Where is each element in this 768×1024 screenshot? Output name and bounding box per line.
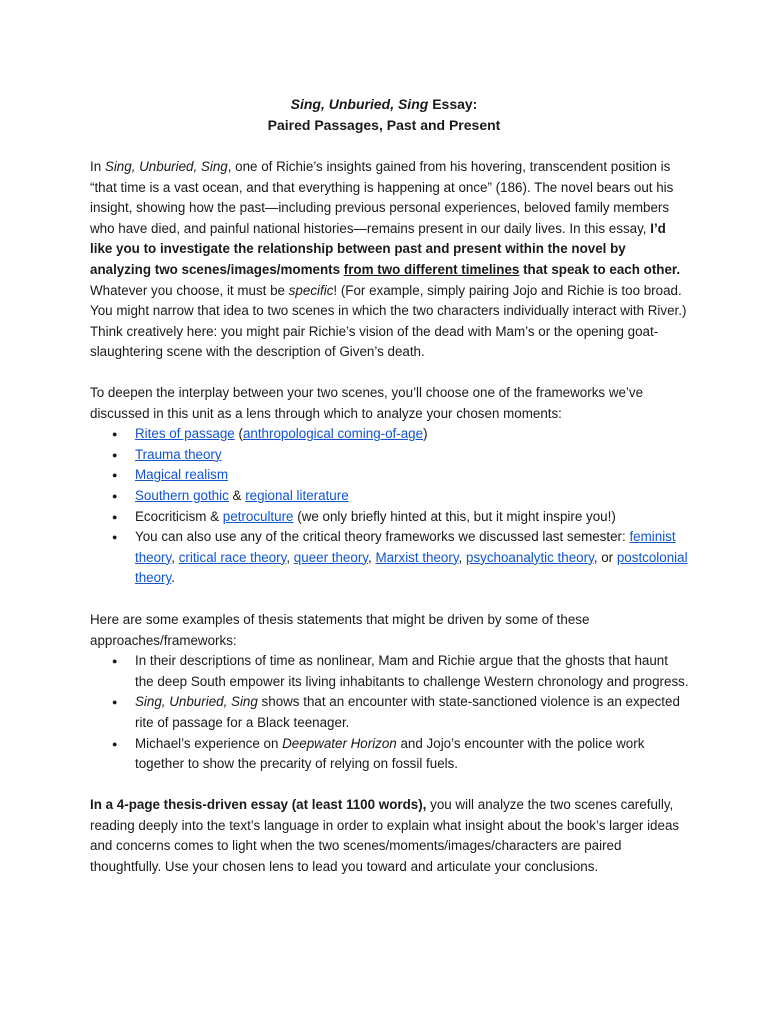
title-book-name: Sing, Unburied, Sing [290,96,429,112]
thesis-deepwater-horizon: Deepwater Horizon [282,735,397,751]
list-item: ● In their descriptions of time as nonlinear, Mam and Richie argue that the ghosts that haunt the deep South empower its living inhabitants to challenge Western chronology and progress. [90,651,690,692]
closing-requirement-bold: In a 4-page thesis-driven essay (at least 1100 words), [90,797,427,812]
thesis-book-title: Sing, Unburied, Sing [135,694,258,710]
link-psychoanalytic-theory[interactable]: psychoanalytic theory [466,549,594,565]
thesis-intro: Here are some examples of thesis statements that might be driven by some of these approaches/frameworks: [90,612,590,648]
link-rites-of-passage[interactable]: Rites of passage [135,426,235,442]
list-item [90,445,690,466]
intro-text-i: ! (For example, simply pairing Jojo and Richie is too broad. You might narrow that idea to two scenes in which the two characters individually interact with River.) Think creatively here: you might pair Richie’s vision of the dead with Mam’s or the opening goat-slaughtering scene with the description of Given’s death. [90,282,687,360]
link-magical-realism[interactable]: Magical realism [135,467,229,483]
link-queer-theory[interactable]: queer theory [293,549,368,565]
list-item: ● Southern gothic & regional literature [90,486,690,507]
intro-assignment-bold: I’d like you to investigate the relationship between past and present within the novel by analyzing two scenes/images/moments [90,220,666,277]
closing-paragraph [90,795,690,877]
intro-text-a: In [90,159,105,174]
list-item: ● Ecocriticism & petroculture (we only briefly hinted at this, but it might inspire you!) [90,507,690,528]
thesis-list [90,651,690,775]
link-anthropological-coming-of-age[interactable]: anthropological coming-of-age [242,426,424,442]
link-trauma-theory[interactable]: Trauma theory [135,446,222,462]
list-item: ● You can also use any of the critical theory frameworks we discussed last semester: feminist theory, critical race theory, queer theory, Marxist theory, psychoanalytic theory, or postcolonial theory. [90,527,690,589]
frameworks-list [90,424,690,589]
intro-text-g: Whatever you choose, it must be [90,282,289,298]
list-item [90,465,690,486]
link-marxist-theory[interactable]: Marxist theory [375,549,459,565]
frameworks-section [90,383,690,589]
essay-subtitle: Paired Passages, Past and Present [267,117,501,133]
list-item: ● Sing, Unburied, Sing shows that an encounter with state-sanctioned violence is an expected rite of passage for a Black teenager. [90,692,690,733]
link-critical-race-theory[interactable]: critical race theory [178,549,287,565]
essay-title [0,94,768,114]
link-southern-gothic[interactable]: Southern gothic [135,487,229,503]
link-petroculture[interactable]: petroculture [222,508,294,524]
link-postcolonial-theory[interactable]: postcolonial theory [135,549,688,586]
link-regional-literature[interactable]: regional literature [245,487,349,503]
intro-text-c: , one of Richie’s insights gained from his hovering, transcendent position is “that time is a vast ocean, and that everything is happening at once” (186). The novel bears out his insight, showing how the past—including previous personal experiences, beloved family members who have died, and painful national histories—remains present in our daily lives. In this essay, [90,159,674,236]
intro-timelines-emphasis: from two different timelines [343,261,520,277]
intro-specific-emphasis: specific [288,282,334,298]
title-suffix: Essay: [428,96,478,112]
list-item: ● Rites of passage (anthropological coming-of-age) [90,424,690,445]
frameworks-intro: To deepen the interplay between your two scenes, you’ll choose one of the frameworks we’ve discussed in this unit as a lens through which to analyze your chosen moments: [90,385,644,421]
link-feminist-theory[interactable]: feminist theory [135,529,676,565]
intro-book-title: Sing, Unburied, Sing [104,159,228,174]
intro-assignment-bold-end: that speak to each other. [519,261,681,277]
intro-paragraph [90,157,690,363]
closing-text: you will analyze the two scenes carefully, reading deeply into the text’s language in order to explain what insight about the book’s larger ideas and concerns comes to light when the two scenes/moments/images/characters are paired thoughtfully. Use your chosen lens to lead you toward and articulate your conclusions. [90,797,680,874]
thesis-examples-section [90,610,690,775]
list-item: ● Michael’s experience on Deepwater Horizon and Jojo’s encounter with the police work together to show the precarity of relying on fossil fuels. [90,734,690,775]
